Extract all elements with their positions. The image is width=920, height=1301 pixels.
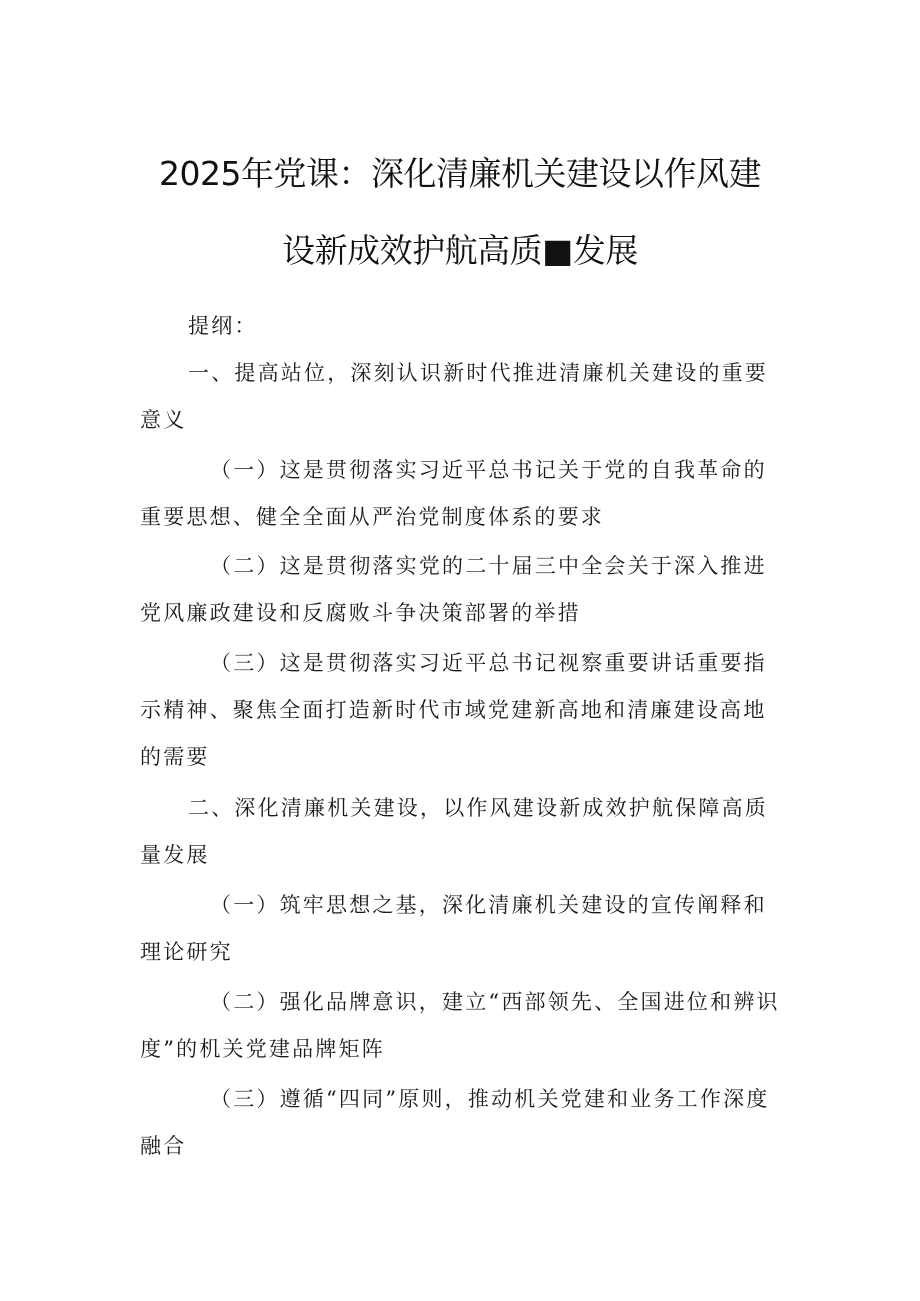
outline-label: 提纲： (188, 314, 258, 338)
section-2-item-2: （二）强化品牌意识，建立“西部领先、全国进位和辨识度”的机关党建品牌矩阵 (140, 990, 780, 1061)
section-1-heading: 一、提高站位，深刻认识新时代推进清廉机关建设的重要意义 (140, 361, 768, 432)
section-2-item-1: （一）筑牢思想之基，深化清廉机关建设的宣传阐释和理论研究 (140, 893, 767, 964)
section-2-heading: 二、深化清廉机关建设，以作风建设新成效护航保障高质量发展 (140, 796, 768, 867)
section-2-item-3: （三）遵循“四同”原则，推动机关党建和业务工作深度融合 (140, 1087, 770, 1158)
section-1-item-3: （三）这是贯彻落实习近平总书记视察重要讲话重要指示精神、聚焦全面打造新时代市域党建新高地和清廉建设高地的需要 (140, 651, 767, 769)
section-1-item-2: （二）这是贯彻落实党的二十届三中全会关于深入推进党风廉政建设和反腐败斗争决策部署的举措 (140, 554, 767, 625)
document-title-line-1: 2025年党课：深化清廉机关建设以作风建 (159, 154, 761, 193)
section-1-item-1: （一）这是贯彻落实习近平总书记关于党的自我革命的重要思想、健全全面从严治党制度体系的要求 (140, 458, 767, 529)
document-title-line-2: 设新成效护航高质■发展 (282, 231, 638, 270)
